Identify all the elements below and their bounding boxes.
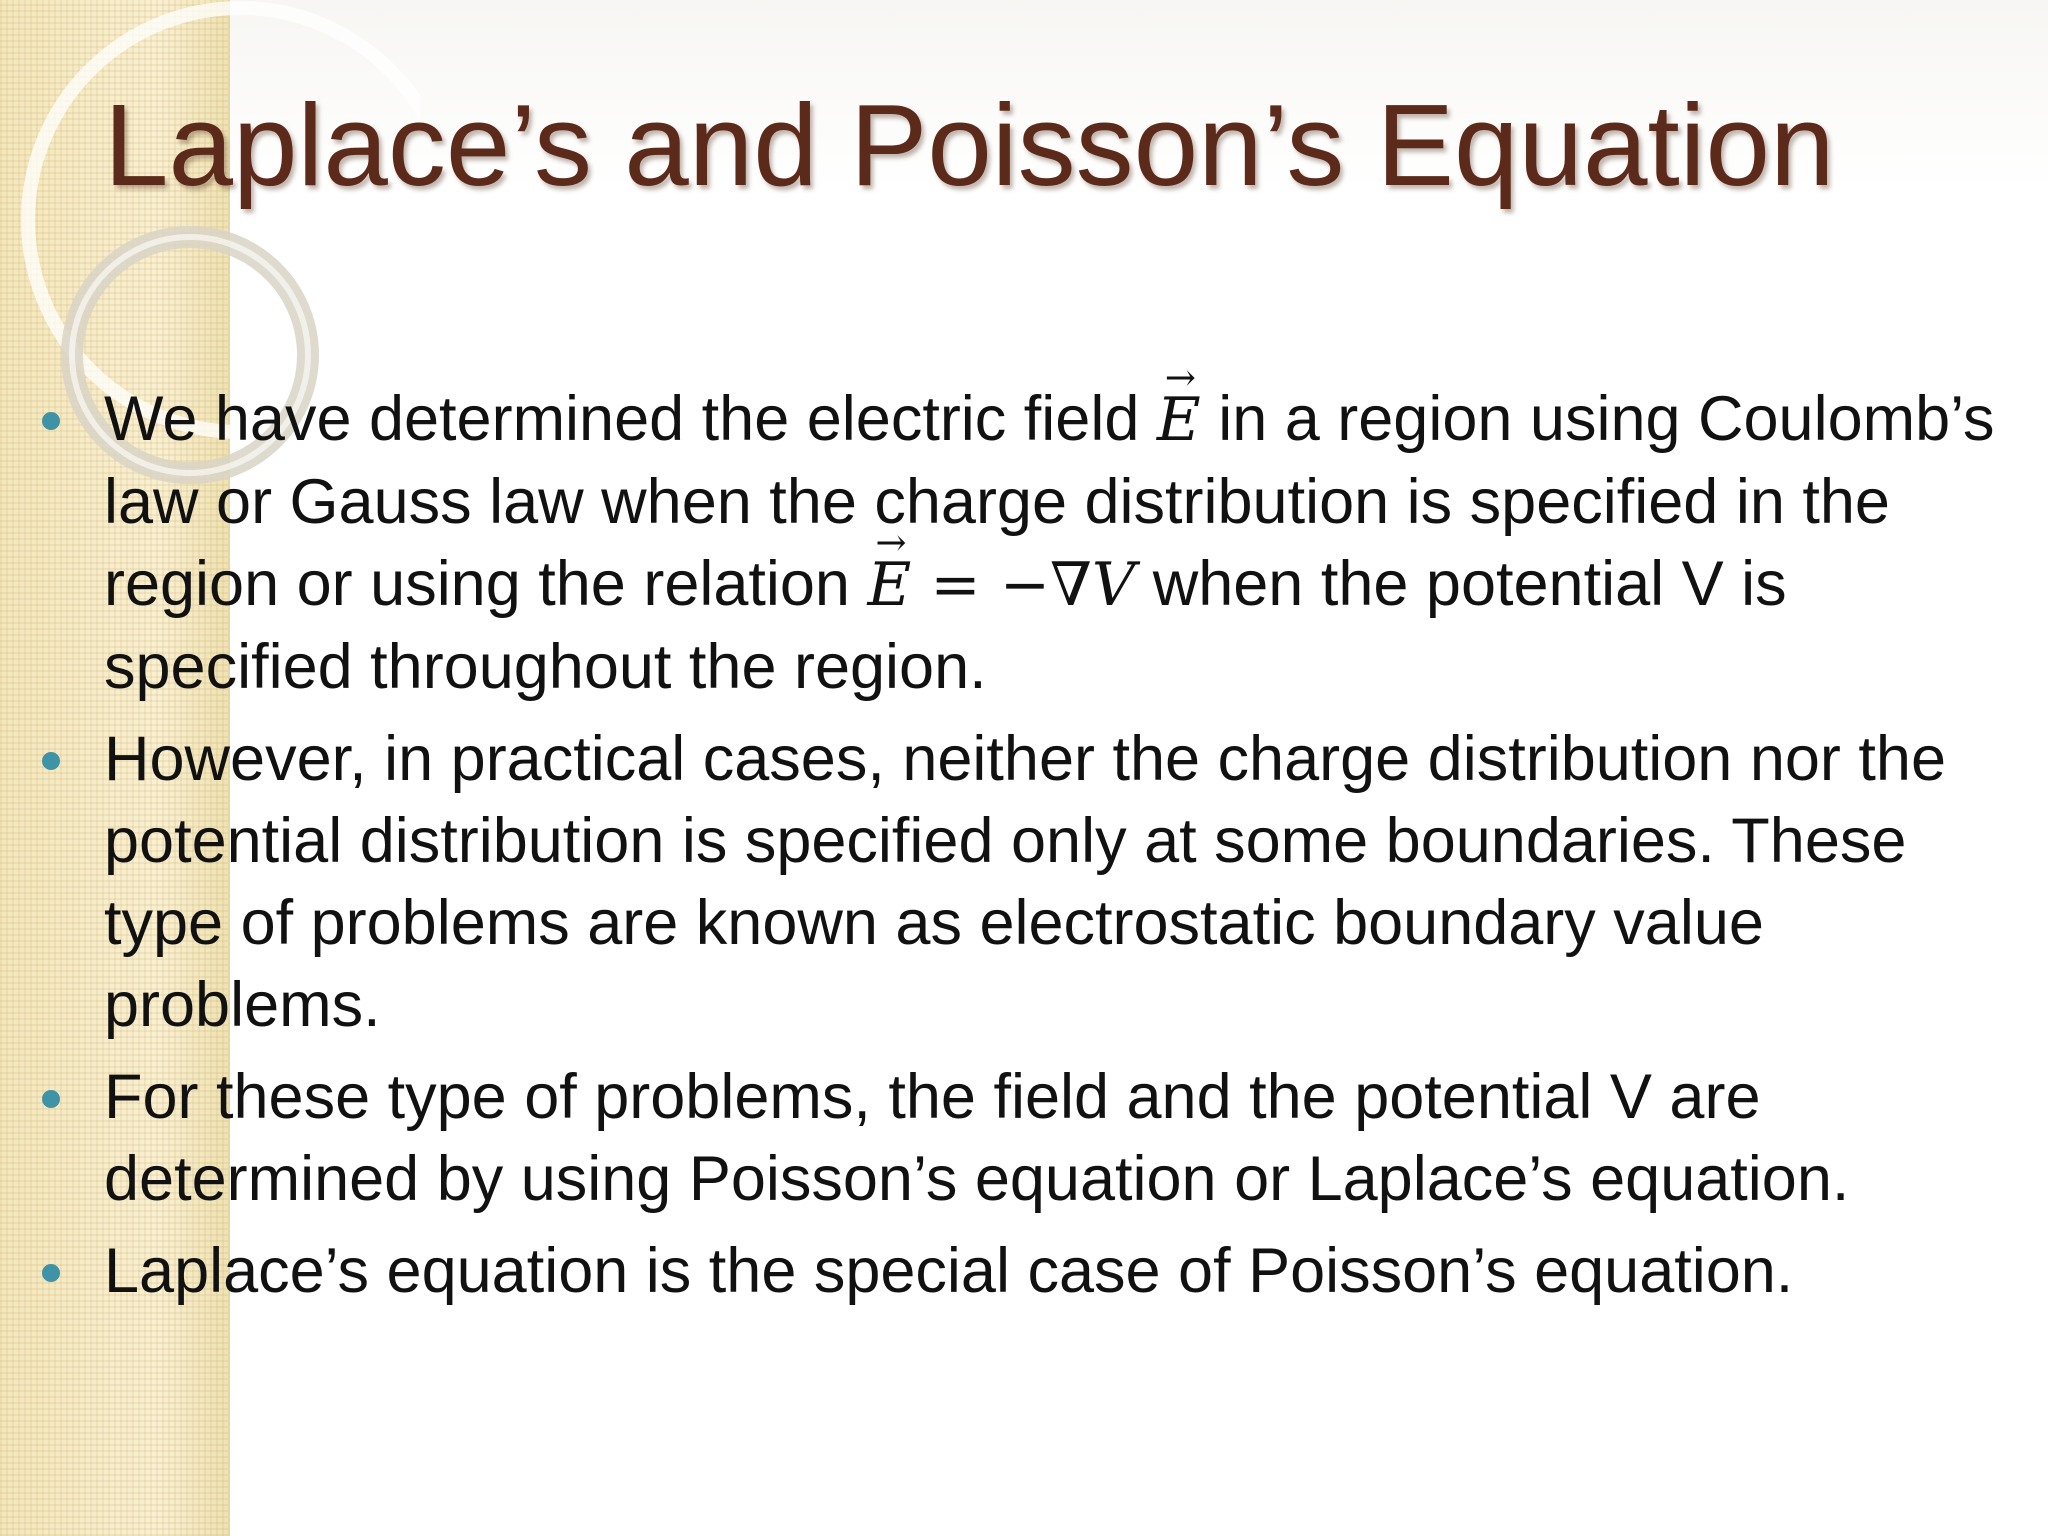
bullet-dot-icon — [42, 1264, 60, 1282]
slide-title: Laplace’s and Poisson’s Equation — [104, 80, 1835, 210]
bullet-text: when the potential V is specified throughout the region. — [104, 549, 1787, 702]
bullet-item — [0, 1056, 2048, 1220]
decorative-ring-large — [28, 8, 420, 432]
vector-e-symbol: → E — [1157, 379, 1201, 461]
bullet-text: However, in practical cases, neither the charge distribution nor the potential distribution is specified only at some boundaries. These type of problems are known as electrostatic boundary value problems. — [104, 724, 1946, 1040]
bullet-list — [0, 378, 2048, 1322]
vector-e-symbol: → E — [867, 544, 911, 626]
bullet-item — [0, 718, 2048, 1046]
bullet-dot-icon — [42, 412, 60, 430]
equals-minus-symbol: = − — [911, 550, 1050, 620]
bullet-text: in a region using Coulomb’s law or Gauss law when the charge distribution is specified in the region or using the relation — [104, 384, 1995, 619]
bullet-text: Laplace’s equation is the special case of Poisson’s equation. — [104, 1236, 1794, 1306]
bullet-text: We have determined the electric field — [104, 384, 1157, 454]
bullet-dot-icon — [42, 752, 60, 770]
gradient-v-symbol: ∇V — [1050, 550, 1136, 620]
bullet-dot-icon — [42, 1090, 60, 1108]
bullet-text: For these type of problems, the field and the potential V are determined by using Poisson’s equation or Laplace’s equation. — [104, 1062, 1850, 1214]
bullet-item — [0, 1230, 2048, 1312]
bullet-item — [0, 378, 2048, 708]
